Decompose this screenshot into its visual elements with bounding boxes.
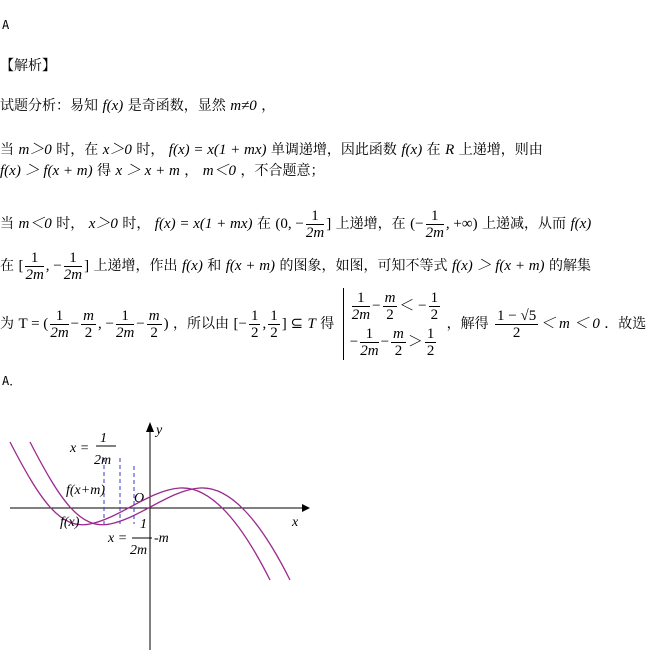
math: f(x) — [182, 258, 203, 274]
math: (− — [410, 216, 424, 232]
math: ＜ m ＜ 0 — [540, 316, 600, 332]
x-axis-arrow — [302, 504, 310, 512]
math: , − — [45, 258, 62, 274]
text: 上递增，在 — [335, 216, 406, 232]
final-answer: A． — [2, 374, 22, 388]
math: ] ⊆ — [281, 316, 304, 332]
text: ，解得 — [446, 316, 489, 332]
math: − — [70, 316, 80, 332]
math: − — [136, 316, 145, 332]
math: x ＞ x + m — [115, 163, 180, 179]
function-graph — [0, 420, 320, 660]
text: 上递减，从而 — [482, 216, 567, 232]
text: 和 — [207, 258, 222, 274]
label-one: 1 — [100, 431, 107, 446]
curve-fx-plus-m — [10, 442, 270, 580]
math: f(x) ＞ f(x + m) — [451, 258, 545, 274]
fraction: $\frac{1}{2m}$ — [25, 249, 44, 283]
curve-fx — [30, 442, 290, 580]
text: ．故选 — [604, 316, 646, 332]
label-x-eq-bottom: x = — [108, 531, 128, 546]
text: 得 — [97, 163, 112, 179]
intro-text: 试题分析：易知 — [0, 98, 98, 114]
text: 的解集 — [548, 258, 591, 274]
fraction: $\frac{1}{2m}$ — [63, 249, 83, 283]
text: 得 — [320, 316, 335, 332]
math: R — [445, 142, 455, 158]
math: x＞0 — [88, 216, 118, 232]
fraction: $\frac{1}{2m}$ — [50, 307, 69, 341]
text: ， — [184, 163, 199, 179]
math: ) — [163, 316, 169, 332]
math: ] — [326, 216, 332, 232]
math: x＞0 — [102, 142, 132, 158]
math: f(x) — [570, 216, 592, 232]
math: m＜0 — [202, 163, 237, 179]
math: [− — [233, 316, 247, 332]
fraction: $\frac{1}{2}$ — [270, 307, 278, 341]
m-nonzero: m≠0 — [230, 98, 257, 114]
fraction: $\frac{1 - √5}{2}$ — [497, 307, 537, 341]
text: 在 — [0, 258, 14, 274]
label-one-bottom: 1 — [140, 517, 147, 532]
math: f(x) = x(1 + mx) — [154, 216, 253, 232]
origin-label: O — [134, 491, 145, 506]
math: , − — [97, 316, 114, 332]
text: ，不合题意； — [240, 163, 325, 179]
math: m＞0 — [18, 142, 52, 158]
text: 时，在 — [56, 142, 99, 158]
label-minus-m: -m — [154, 531, 169, 546]
odd-text: 是奇函数，显然 — [127, 98, 226, 114]
system-row-1: $\frac{1}{2m}$ − $\frac{m}{2}$ ＜ − $\frac{1}{2}$ — [351, 289, 439, 323]
text: 上递增，作出 — [93, 258, 178, 274]
answer-letter: A — [2, 18, 10, 32]
solution-line — [0, 288, 646, 360]
fraction: $\frac{1}{2m}$ — [425, 207, 444, 241]
text: 的图象，如图，可知不等式 — [279, 258, 448, 274]
fraction: $\frac{1}{2}$ — [250, 307, 259, 341]
text: 上递增，则由 — [458, 142, 543, 158]
system-row-2: − $\frac{1}{2m}$ − $\frac{m}{2}$ ＞ $\frac{1}{2}$ — [349, 325, 435, 359]
text: 时， — [56, 216, 85, 232]
text: 在 — [256, 216, 271, 232]
text: 当 — [0, 142, 14, 158]
y-axis-label: y — [156, 423, 163, 438]
label-fxm: f(x+m) — [66, 483, 105, 498]
label-fx: f(x) — [60, 515, 80, 530]
analysis-heading: 【解析】 — [0, 58, 56, 74]
math: f(x) = x(1 + mx) — [168, 142, 267, 158]
label-two-m: 2m — [94, 453, 112, 468]
math: f(x) ＞ f(x + m) — [0, 163, 93, 179]
math: T — [307, 316, 316, 332]
fraction: $\frac{m}{2}$ — [148, 307, 160, 341]
comma: ， — [261, 98, 276, 114]
label-two-m-bottom: 2m — [130, 543, 148, 558]
math: ] — [84, 258, 90, 274]
analysis-intro — [0, 97, 275, 115]
text: 为 — [0, 316, 14, 332]
x-axis-label: x — [292, 515, 299, 530]
fraction: $\frac{1}{2m}$ — [305, 207, 325, 241]
math: m＜0 — [18, 216, 52, 232]
text: ，所以由 — [173, 316, 230, 332]
math: , +∞) — [445, 216, 478, 232]
text: 单调递增，因此函数 — [270, 142, 397, 158]
fraction: $\frac{1}{2m}$ — [115, 307, 135, 341]
y-axis-arrow — [146, 422, 154, 432]
math: [ — [18, 258, 24, 274]
label-x-eq: x = — [70, 441, 90, 456]
text: 时， — [122, 216, 151, 232]
case2-line1 — [0, 206, 591, 242]
text: 时， — [136, 142, 165, 158]
fx-symbol: f(x) — [102, 98, 124, 114]
case1-line2 — [0, 162, 324, 180]
case1-line1 — [0, 141, 543, 159]
math: f(x) — [401, 142, 423, 158]
math: T = ( — [18, 316, 49, 332]
text: 当 — [0, 216, 14, 232]
math: , — [262, 316, 267, 332]
case2-line2 — [0, 248, 591, 284]
math: (0, − — [275, 216, 304, 232]
inequality-system — [343, 288, 442, 360]
fraction: $\frac{m}{2}$ — [83, 307, 94, 341]
math: f(x + m) — [225, 258, 276, 274]
text: 在 — [426, 142, 441, 158]
